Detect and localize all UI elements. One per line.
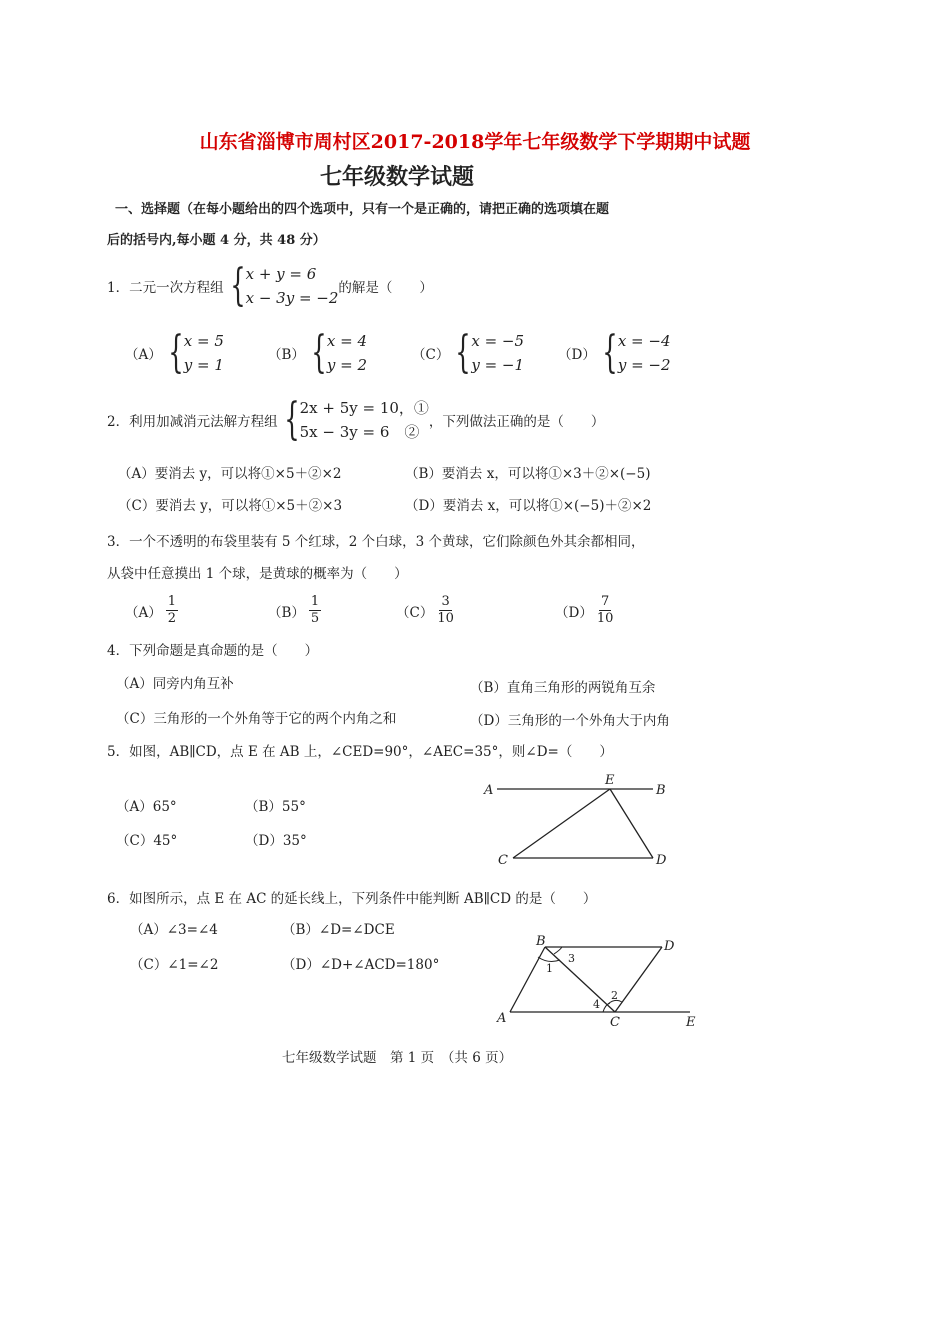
- q5-option-d: （D）35°: [245, 833, 307, 849]
- q2-option-c: （C）要消去 y，可以将①×5＋②×3: [118, 498, 343, 514]
- q1-eq1: x + y = 6: [245, 265, 317, 283]
- point-label-c: C: [498, 853, 508, 868]
- option-label: （B）: [268, 347, 305, 363]
- frac-denominator: 5: [310, 611, 320, 626]
- q2-option-d: （D）要消去 x，可以将①×(−5)＋②×2: [405, 498, 652, 514]
- q1-option-b: （B） { x = 4 y = 2: [268, 327, 368, 378]
- angle-label-1: 1: [546, 962, 553, 975]
- angle-arc-3: [554, 947, 562, 954]
- q3-option-a: [125, 594, 178, 627]
- question-3-line1: 3．一个不透明的布袋里装有 5 个红球，2 个白球，3 个黄球，它们除颜色外其余都相同，: [107, 534, 645, 550]
- segment-bc: [545, 947, 615, 1012]
- angle-label-3: 3: [568, 952, 575, 965]
- q5-option-c: （C）45°: [116, 833, 178, 849]
- q6-option-b: （B）∠D=∠DCE: [282, 922, 395, 938]
- q4-option-b: （B）直角三角形的两锐角互余: [470, 680, 656, 696]
- question-5: 5．如图，AB∥CD，点 E 在 AB 上，∠CED=90°，∠AEC=35°，则∠D=（ ）: [107, 744, 613, 760]
- question-1-prefix: 1．二元一次方程组: [107, 280, 224, 296]
- question-2: [107, 396, 604, 444]
- q2-eq1: 2x + 5y = 10，①: [299, 399, 429, 417]
- option-row: x = −4: [617, 332, 671, 350]
- option-row: x = 5: [183, 332, 224, 350]
- q1-option-c: （C） { x = −5 y = −1: [412, 327, 525, 378]
- question-2-system: { 2x + 5y = 10，① 5x − 3y = 6 ②: [283, 394, 429, 445]
- option-label: （D）: [555, 604, 593, 621]
- segment-cd: [615, 947, 662, 1012]
- option-row: y = −2: [617, 356, 671, 374]
- frac-numerator: 1: [310, 594, 320, 609]
- point-label-a: A: [497, 1011, 507, 1026]
- option-row: y = 2: [326, 356, 368, 374]
- option-label: （A）: [125, 604, 162, 621]
- q5-option-a: （A）65°: [116, 799, 177, 815]
- q4-option-d: （D）三角形的一个外角大于内角: [470, 713, 670, 729]
- page-footer: 七年级数学试题 第 1 页 （共 6 页）: [282, 1050, 513, 1066]
- point-label-e: E: [686, 1015, 696, 1030]
- option-label: （A）: [125, 347, 162, 363]
- segment-ce: [513, 789, 610, 858]
- question-2-prefix: 2．利用加减消元法解方程组: [107, 414, 278, 430]
- section-instructions-line1: 一、选择题（在每小题给出的四个选项中，只有一个是正确的，请把正确的选项填在题: [115, 202, 610, 217]
- option-label: （C）: [396, 604, 434, 621]
- question-2-suffix: ，下列做法正确的是（ ）: [428, 414, 605, 430]
- point-label-e: E: [605, 773, 615, 788]
- frac-numerator: 3: [441, 594, 450, 609]
- q6-option-a: （A）∠3=∠4: [130, 922, 218, 938]
- point-label-b: B: [536, 934, 546, 949]
- option-label: （B）: [268, 604, 305, 621]
- document-title: 山东省淄博市周村区2017-2018学年七年级数学下学期期中试题: [199, 131, 751, 153]
- question-6: 6．如图所示，点 E 在 AC 的延长线上，下列条件中能判断 AB∥CD 的是（ ）: [107, 891, 597, 907]
- point-label-c: C: [610, 1015, 620, 1030]
- question-1: [107, 262, 433, 310]
- question-4: 4．下列命题是真命题的是（ ）: [107, 643, 319, 659]
- q2-option-b: （B）要消去 x，可以将①×3＋②×(−5): [405, 466, 651, 482]
- q3-option-b: [268, 594, 321, 627]
- option-row: y = 1: [183, 356, 224, 374]
- q6-option-c: （C）∠1=∠2: [130, 957, 219, 973]
- q6-option-d: （D）∠D+∠ACD=180°: [282, 957, 440, 973]
- frac-denominator: 2: [167, 611, 177, 626]
- segment-ed: [610, 789, 653, 858]
- q3-option-d: [555, 594, 613, 627]
- option-label: （D）: [558, 347, 596, 363]
- question-1-suffix: 的解是（ ）: [338, 280, 433, 296]
- q5-figure: [470, 770, 680, 870]
- angle-label-4: 4: [593, 998, 600, 1011]
- option-label: （C）: [412, 347, 450, 363]
- exam-subtitle: 七年级数学试题: [320, 165, 475, 190]
- point-label-d: D: [656, 853, 667, 868]
- angle-label-2: 2: [611, 989, 618, 1002]
- frac-numerator: 1: [167, 594, 177, 609]
- point-label-b: B: [656, 783, 666, 798]
- frac-denominator: 10: [596, 611, 614, 626]
- q2-eq2: 5x − 3y = 6 ②: [299, 423, 420, 441]
- q5-option-b: （B）55°: [245, 799, 306, 815]
- point-label-a: A: [484, 783, 494, 798]
- frac-denominator: 10: [437, 611, 454, 626]
- q2-option-a: （A）要消去 y，可以将①×5＋②×2: [118, 466, 342, 482]
- frac-numerator: 7: [600, 594, 610, 609]
- q1-eq2: x − 3y = −2: [245, 289, 339, 307]
- q4-option-a: （A）同旁内角互补: [116, 676, 234, 692]
- point-label-d: D: [664, 939, 675, 954]
- option-row: x = −5: [471, 332, 525, 350]
- option-row: y = −1: [471, 356, 525, 374]
- q1-option-a: （A） { x = 5 y = 1: [125, 327, 224, 378]
- section-instructions-line2: 后的括号内,每小题 4 分，共 48 分）: [107, 233, 326, 248]
- question-1-system: { x + y = 6 x − 3y = −2: [229, 260, 339, 311]
- option-row: x = 4: [326, 332, 368, 350]
- q4-option-c: （C）三角形的一个外角等于它的两个内角之和: [116, 711, 397, 727]
- segment-ab: [510, 947, 545, 1012]
- q6-figure: [490, 930, 710, 1030]
- question-3-line2: 从袋中任意摸出 1 个球，是黄球的概率为（ ）: [107, 566, 408, 582]
- q3-option-c: [396, 594, 454, 627]
- q1-option-d: （D） { x = −4 y = −2: [558, 327, 671, 378]
